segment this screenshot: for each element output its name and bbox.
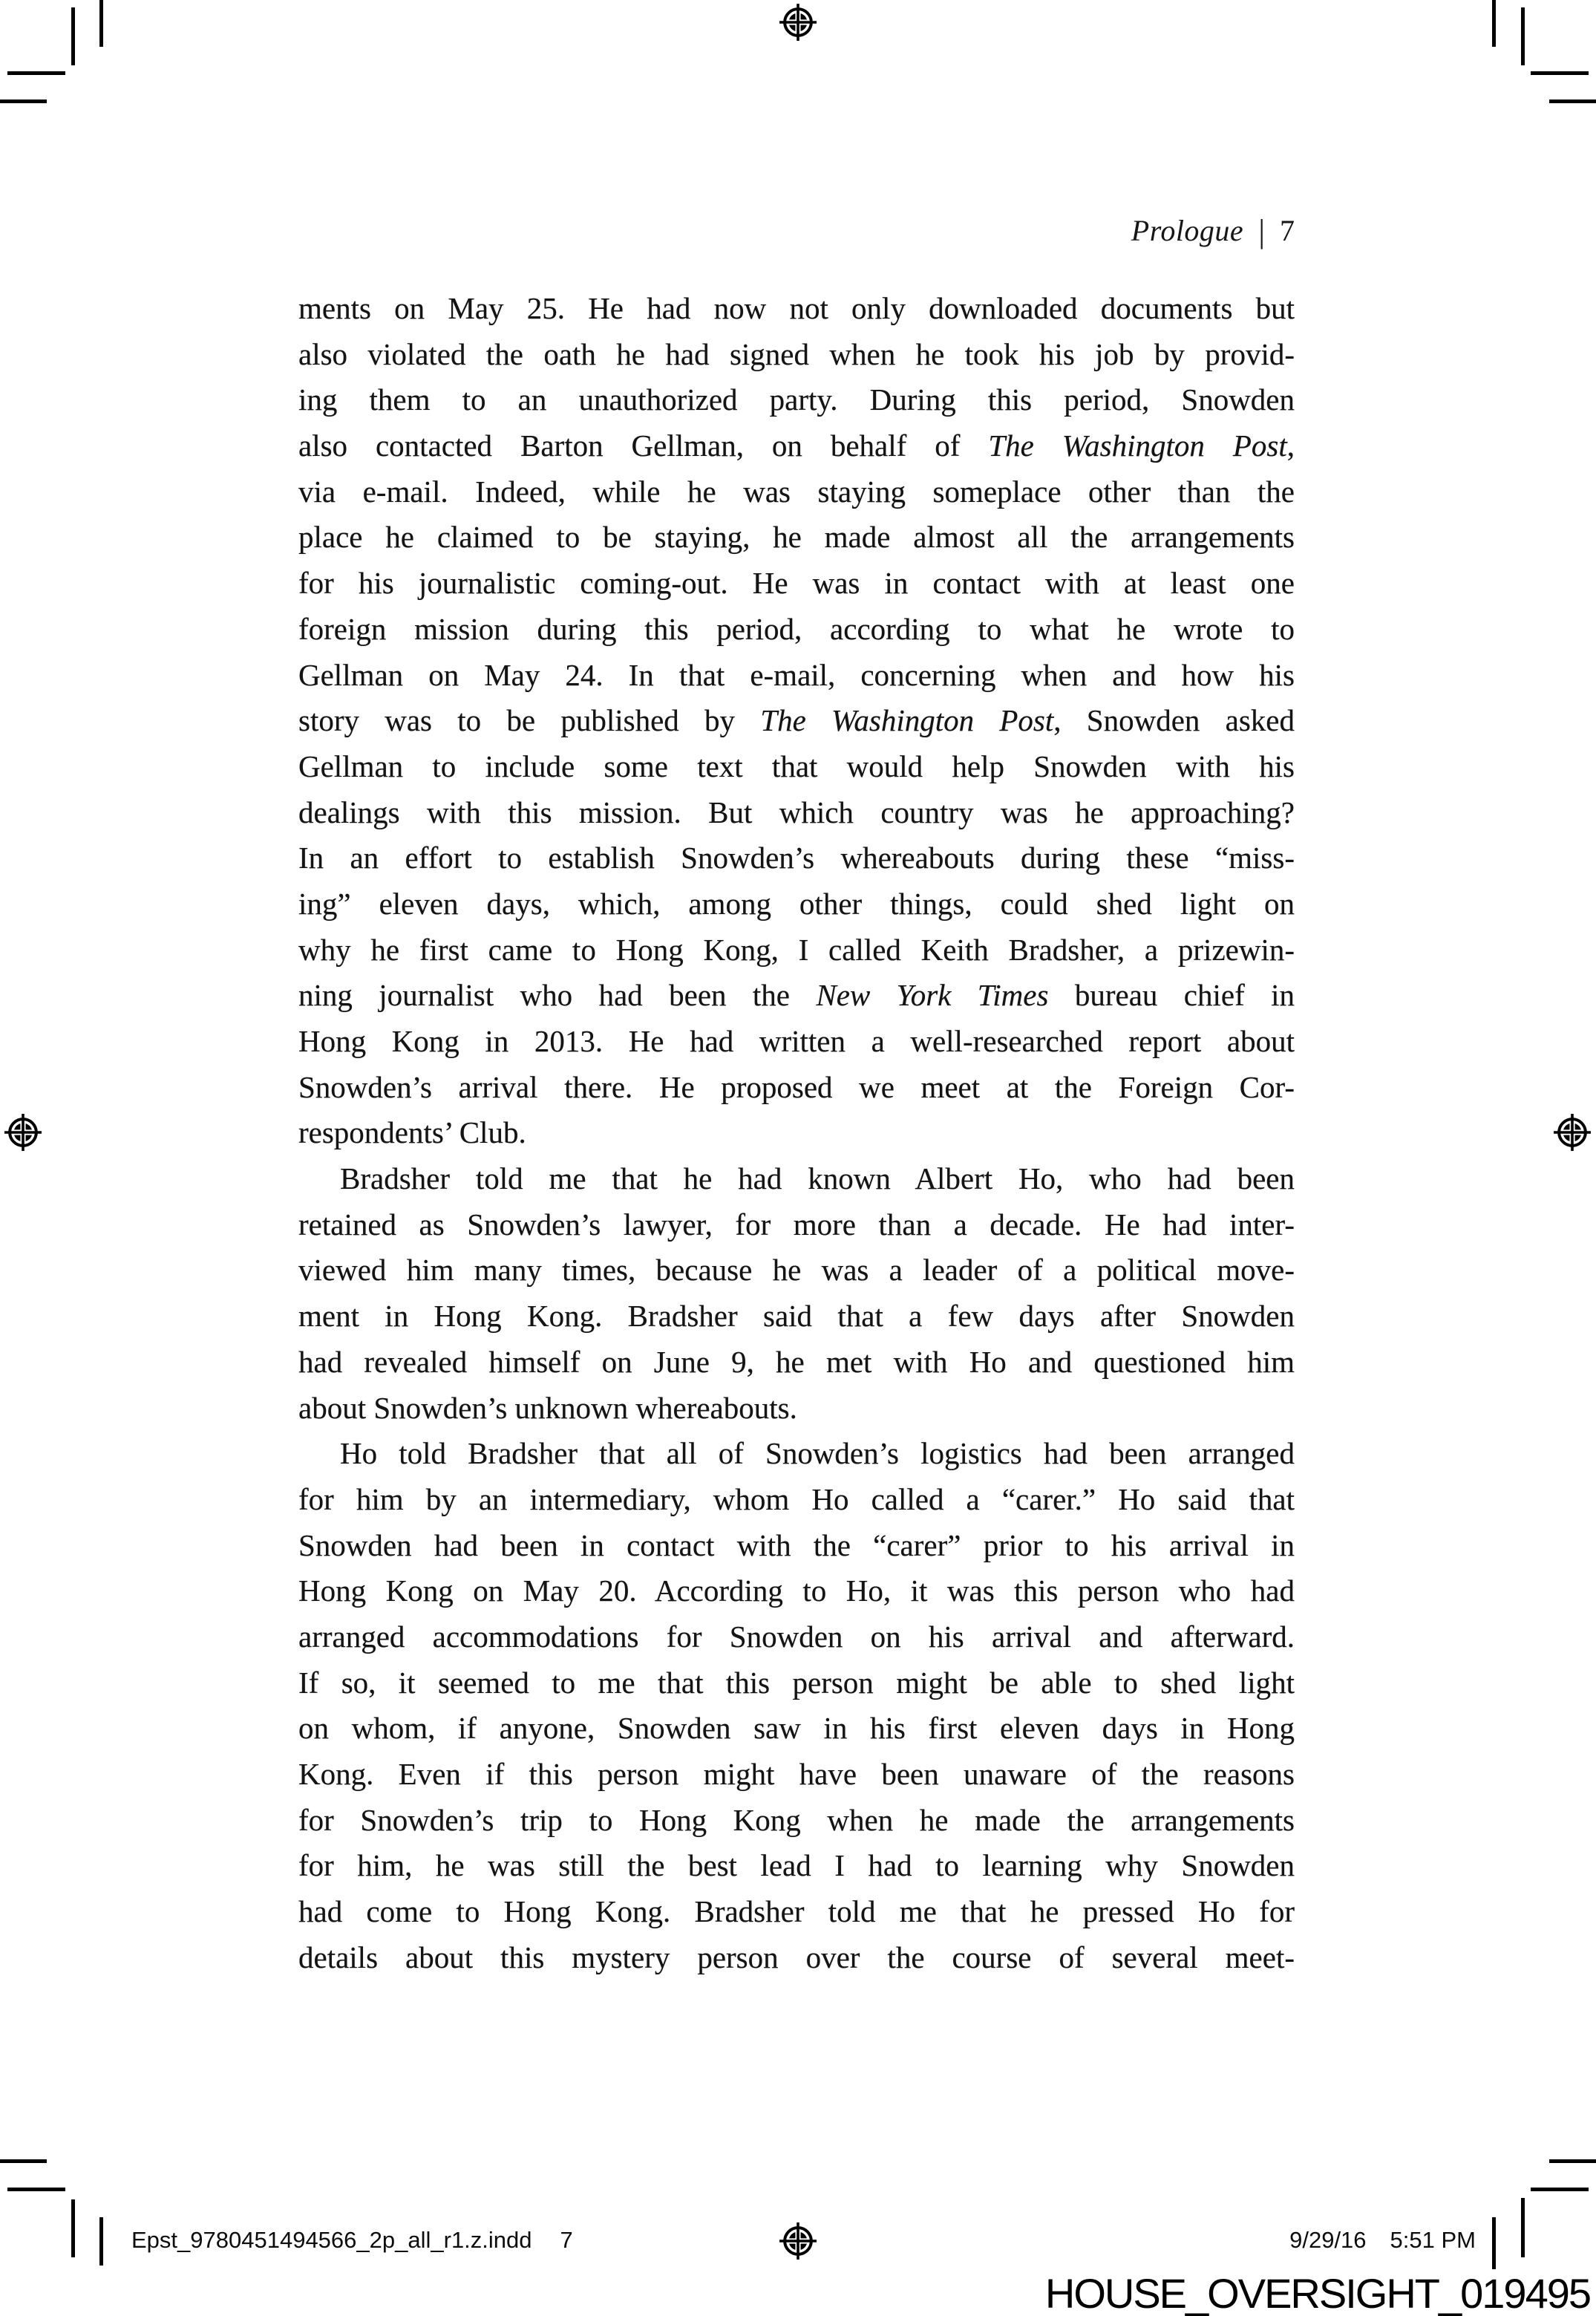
- text-line: [298, 1798, 1295, 1844]
- text-line: [298, 973, 1295, 1019]
- text-line: [298, 1935, 1295, 1981]
- text-run: why he first came to Hong Kong, I called Keith Bradsher, a prizewin-: [298, 932, 1295, 967]
- running-head: [298, 211, 1295, 249]
- text-line: [298, 1340, 1295, 1386]
- text-run: Bradsher told me that he had known Albert Ho, who had been: [340, 1161, 1295, 1196]
- text-run: on whom, if anyone, Snowden saw in his first eleven days in Hong: [298, 1711, 1295, 1746]
- text-line: [298, 790, 1295, 836]
- text-run: had revealed himself on June 9, he met with Ho and questioned him: [298, 1344, 1295, 1379]
- text-run: ing them to an unauthorized party. During this period, Snowden: [298, 382, 1295, 417]
- text-line: [298, 1706, 1295, 1752]
- text-run: ments on May 25. He had now not only downloaded documents but: [298, 291, 1295, 325]
- text-run: for him, he was still the best lead I had to learning why Snowden: [298, 1848, 1295, 1883]
- text-line: [298, 1752, 1295, 1798]
- italic-title: New York Times: [816, 978, 1049, 1013]
- registration-target-icon: [779, 2222, 817, 2260]
- text-run: bureau chief in: [1048, 978, 1295, 1013]
- text-run: via e-mail. Indeed, while he was staying someplace other than the: [298, 474, 1295, 509]
- slug-file-name: Epst_9780451494566_2p_all_r1.z.indd: [131, 2227, 532, 2253]
- text-line: [298, 653, 1295, 699]
- text-run: Hong Kong in 2013. He had written a well-researched report about: [298, 1024, 1295, 1058]
- text-line: [298, 1386, 1295, 1432]
- text-line: [298, 1065, 1295, 1111]
- text-run: Hong Kong on May 20. According to Ho, it was this person who had: [298, 1573, 1295, 1608]
- text-run: , Snowden asked: [1053, 703, 1295, 738]
- text-line: [298, 835, 1295, 881]
- text-line: [298, 698, 1295, 744]
- text-line: [298, 1477, 1295, 1523]
- text-line: [298, 561, 1295, 607]
- crop-mark: [1521, 2198, 1525, 2257]
- text-run: also violated the oath he had signed when he took his job by provid-: [298, 336, 1295, 371]
- text-run: ning journalist who had been the: [298, 978, 817, 1013]
- crop-mark: [7, 2188, 65, 2191]
- text-line: [298, 1431, 1295, 1477]
- text-line: [298, 1660, 1295, 1706]
- crop-mark: [1492, 2217, 1496, 2269]
- text-run: dealings with this mission. But which country was he approaching?: [298, 795, 1295, 829]
- text-run: Kong. Even if this person might have been unaware of the reasons: [298, 1757, 1295, 1791]
- text-line: [298, 607, 1295, 653]
- text-line: [298, 1614, 1295, 1660]
- crop-mark: [99, 0, 103, 47]
- crop-mark: [1549, 100, 1596, 103]
- header-separator: |: [1258, 213, 1265, 249]
- text-run: arranged accommodations for Snowden on his arrival and afterward.: [298, 1619, 1295, 1654]
- text-line: [298, 927, 1295, 973]
- slug-file-page: 7: [560, 2227, 573, 2253]
- crop-mark: [1521, 7, 1525, 65]
- crop-mark: [1549, 2159, 1596, 2163]
- slug-file-info: [131, 2227, 573, 2254]
- text-line: [298, 881, 1295, 927]
- crop-mark: [1531, 2188, 1589, 2191]
- registration-target-icon: [779, 4, 817, 41]
- text-line: [298, 332, 1295, 378]
- text-run: also contacted Barton Gellman, on behalf of: [298, 428, 989, 463]
- text-run: If so, it seemed to me that this person might be able to shed light: [298, 1665, 1295, 1700]
- text-run: Snowden had been in contact with the “carer” prior to his arrival in: [298, 1527, 1295, 1562]
- registration-target-icon: [4, 1114, 42, 1151]
- text-line: [298, 286, 1295, 332]
- bates-stamp: HOUSE_OVERSIGHT_019495: [1044, 2270, 1590, 2316]
- section-title: Prologue: [1131, 214, 1244, 247]
- text-run: In an effort to establish Snowden’s whereabouts during these “miss-: [298, 841, 1295, 875]
- italic-title: The Washington Post: [988, 428, 1287, 463]
- text-line: [298, 1019, 1295, 1065]
- slug-date: 9/29/16: [1289, 2227, 1367, 2253]
- text-run: for Snowden’s trip to Hong Kong when he made the arrangements: [298, 1802, 1295, 1837]
- text-line: [298, 1889, 1295, 1935]
- text-line: [298, 377, 1295, 423]
- text-run: Ho told Bradsher that all of Snowden’s logistics had been arranged: [340, 1436, 1295, 1471]
- text-run: place he claimed to be staying, he made almost all the arrangements: [298, 520, 1295, 555]
- text-run: ing” eleven days, which, among other things, could shed light on: [298, 886, 1295, 921]
- body-text: [298, 286, 1295, 1980]
- crop-mark: [1531, 71, 1589, 75]
- text-run: ment in Hong Kong. Bradsher said that a few days after Snowden: [298, 1299, 1295, 1334]
- crop-mark: [71, 7, 75, 65]
- text-line: [298, 423, 1295, 469]
- text-run: had come to Hong Kong. Bradsher told me that he pressed Ho for: [298, 1894, 1295, 1929]
- italic-title: The Washington Post: [760, 703, 1054, 738]
- crop-mark: [7, 71, 65, 75]
- text-line: [298, 744, 1295, 790]
- text-run: Gellman to include some text that would help Snowden with his: [298, 748, 1295, 783]
- text-run: viewed him many times, because he was a leader of a political move-: [298, 1253, 1295, 1288]
- text-line: [298, 469, 1295, 515]
- text-run: for his journalistic coming-out. He was in contact with at least one: [298, 566, 1295, 601]
- crop-mark: [71, 2199, 75, 2257]
- text-run: foreign mission during this period, according to what he wrote to: [298, 611, 1295, 646]
- slug-timestamp: [1289, 2227, 1476, 2254]
- text-run: story was to be published by: [298, 703, 761, 738]
- text-run: about Snowden’s unknown whereabouts.: [298, 1390, 797, 1425]
- text-run: Gellman on May 24. In that e-mail, concerning when and how his: [298, 657, 1295, 692]
- text-run: respondents’ Club.: [298, 1115, 526, 1150]
- text-line: [298, 1247, 1295, 1294]
- text-run: Snowden’s arrival there. He proposed we meet at the Foreign Cor-: [298, 1069, 1295, 1104]
- text-run: for him by an intermediary, whom Ho called a “carer.” Ho said that: [298, 1481, 1295, 1516]
- text-run: details about this mystery person over the course of several meet-: [298, 1940, 1295, 1974]
- text-line: [298, 1843, 1295, 1889]
- text-line: [298, 1156, 1295, 1202]
- text-run: ,: [1286, 428, 1295, 463]
- text-line: [298, 1110, 1295, 1156]
- crop-mark: [1492, 0, 1496, 47]
- text-line: [298, 1523, 1295, 1569]
- text-run: retained as Snowden’s lawyer, for more than a decade. He had inter-: [298, 1207, 1295, 1242]
- text-line: [298, 1568, 1295, 1614]
- page-number: 7: [1280, 214, 1295, 247]
- registration-target-icon: [1554, 1114, 1591, 1151]
- text-line: [298, 1202, 1295, 1248]
- crop-mark: [99, 2217, 103, 2266]
- crop-mark: [0, 2159, 47, 2163]
- slug-time: 5:51 PM: [1390, 2227, 1476, 2253]
- text-line: [298, 515, 1295, 561]
- text-line: [298, 1294, 1295, 1340]
- crop-mark: [0, 100, 47, 103]
